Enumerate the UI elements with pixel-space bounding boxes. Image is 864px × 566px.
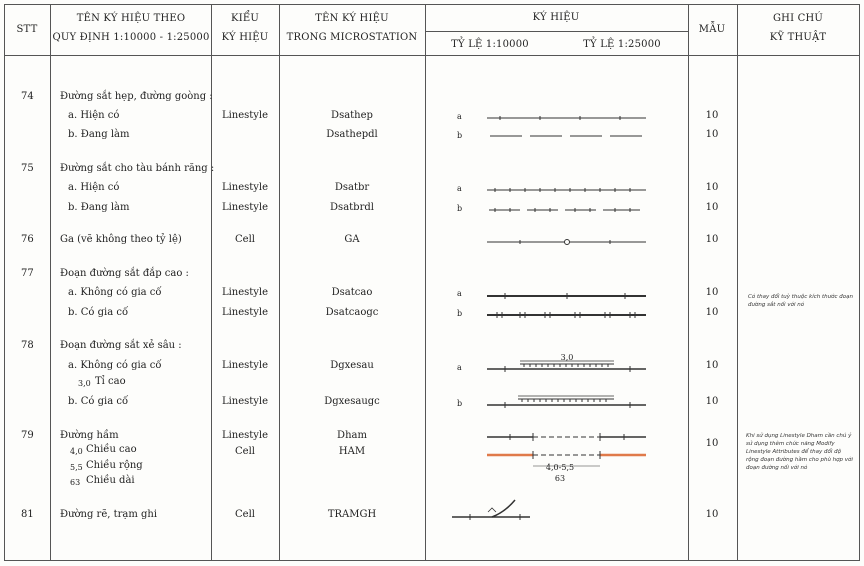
symbol-81-switch-cell (452, 500, 530, 520)
row-77a-ms: Dsatcao (331, 287, 373, 298)
row-75a-name: a. Hiện có (68, 182, 120, 193)
row-79-dim-bottom: 63 (554, 474, 566, 483)
row-75-stt: 75 (21, 163, 34, 174)
row-75-title: Đường sắt cho tàu bánh răng : (60, 163, 215, 174)
row-81-ms: TRAMGH (327, 509, 377, 520)
row-78b-ms: Dgxesaugc (324, 396, 380, 407)
row-78a-sub: Tỉ cao (95, 376, 126, 387)
row-79-type2: Cell (235, 446, 255, 457)
row-78b-name: b. Có gia cố (68, 396, 129, 407)
header-kieu-line1: KIỂU (231, 13, 259, 24)
row-77a-mau: 10 (705, 287, 719, 298)
row-77-stt: 77 (21, 268, 34, 279)
row-78-title: Đoạn đường sắt xẻ sâu : (60, 340, 182, 351)
row-75a-mark: a (457, 184, 462, 193)
row-76-stt: 76 (21, 234, 34, 245)
header-ty-le-10000: TỶ LỆ 1:10000 (451, 39, 529, 50)
row-77b-type: Linestyle (221, 307, 269, 318)
row-79-dim-top: 4,0-5,5 (545, 463, 575, 472)
row-79-line1: Chiều cao (86, 444, 137, 455)
header-ten-ky-hieu-line2: QUY ĐỊNH 1:10000 - 1:25000 (52, 32, 210, 43)
row-74a-mau: 10 (705, 110, 719, 121)
row-78a-type: Linestyle (221, 360, 269, 371)
row-75b-mark: b (457, 204, 463, 213)
row-76-mau: 10 (705, 234, 719, 245)
row-74b-ms: Dsathepdl (326, 129, 378, 140)
row-74a-type: Linestyle (221, 110, 269, 121)
row-77b-mau: 10 (705, 307, 719, 318)
row-75a-ms: Dsatbr (334, 182, 370, 193)
row-79-ms1: Dham (337, 430, 367, 441)
row-75b-name: b. Đang làm (68, 202, 130, 213)
row-78b-mau: 10 (705, 396, 719, 407)
row-74b-mau: 10 (705, 129, 719, 140)
row-76-title: Ga (vẽ không theo tỷ lệ) (60, 234, 182, 245)
symbol-79-tunnel-linestyle (487, 433, 646, 441)
row-76-type: Cell (235, 234, 255, 245)
row-75a-mau: 10 (705, 182, 719, 193)
row-75b-mau: 10 (705, 202, 719, 213)
row-75a-type: Linestyle (221, 182, 269, 193)
symbol-79-tunnel-cell (487, 451, 646, 466)
row-79-type1: Linestyle (221, 430, 269, 441)
row-78a-sub-num: 3,0 (78, 379, 91, 388)
row-74a-name: a. Hiện có (68, 110, 120, 121)
row-79-stt: 79 (21, 430, 34, 441)
row-75b-ms: Dsatbrdl (330, 202, 374, 213)
row-74a-ms: Dsathep (331, 110, 373, 121)
row-81-type: Cell (235, 509, 255, 520)
row-77-technical-note: Có thay đổi tuỳ thuộc kích thước đoạn đường sắt nối với nó (748, 294, 853, 308)
row-74-stt: 74 (21, 91, 34, 102)
header-ten-ky-hieu-line1: TÊN KÝ HIỆU THEO (76, 13, 186, 24)
row-79-line3: Chiều dài (86, 475, 135, 486)
row-74-title: Đường sắt hẹp, đường goòng : (60, 91, 213, 102)
symbol-77b-embankment-reinforced (487, 312, 646, 318)
symbol-78a-cutting (487, 361, 646, 372)
row-79-line2: Chiều rộng (86, 460, 143, 471)
row-78a-dimension: 3,0 (560, 353, 574, 362)
row-74a-mark: a (457, 112, 462, 121)
row-78-stt: 78 (21, 340, 34, 351)
row-78a-name: a. Không có gia cố (68, 360, 162, 371)
row-78a-mark: a (457, 363, 462, 372)
row-77a-name: a. Không có gia cố (68, 287, 162, 298)
header-ky-hieu: KÝ HIỆU (532, 12, 580, 23)
row-77b-mark: b (457, 309, 463, 318)
row-78a-mau: 10 (705, 360, 719, 371)
header-ten-ms-line1: TÊN KÝ HIỆU (315, 13, 389, 24)
row-76-ms: GA (344, 234, 360, 245)
row-77b-name: b. Có gia cố (68, 307, 129, 318)
symbol-76-station (487, 240, 646, 245)
header-ty-le-25000: TỶ LỆ 1:25000 (583, 39, 661, 50)
symbol-78b-cutting-reinforced (487, 396, 646, 408)
header-ghi-chu-line1: GHI CHÚ (772, 13, 824, 24)
row-81-title: Đường rẽ, trạm ghi (60, 509, 158, 520)
row-79-line2-num: 5,5 (70, 463, 83, 472)
row-78b-type: Linestyle (221, 396, 269, 407)
row-79-mau: 10 (705, 438, 719, 449)
header-ghi-chu-line2: KỸ THUẬT (769, 32, 827, 43)
header-mau: MẪU (698, 24, 726, 35)
row-78a-ms: Dgxesau (330, 360, 374, 371)
row-77-title: Đoạn đường sắt đắp cao : (60, 268, 189, 279)
row-78b-mark: b (457, 399, 463, 408)
header-ten-ms-line2: TRONG MICROSTATION (286, 32, 418, 43)
row-77a-mark: a (457, 289, 462, 298)
row-79-ms2: HAM (338, 446, 366, 457)
header-stt: STT (16, 24, 38, 35)
row-79-technical-note: Khi sử dụng Linestyle Dham cần chú ý sử dụng thêm chức năng Modify Linestyle Attributes để thay đổi độ rộng đoạn đường hầm cho phù hợp với đoạn đường nối với nó (746, 433, 853, 471)
row-77a-type: Linestyle (221, 287, 269, 298)
row-79-line3-num: 63 (70, 478, 81, 487)
row-81-mau: 10 (705, 509, 719, 520)
symbol-77a-embankment (487, 293, 646, 299)
row-77b-ms: Dsatcaogc (325, 307, 379, 318)
row-79-title: Đường hầm (60, 430, 119, 441)
symbol-75a-rack-railway (487, 188, 646, 192)
symbol-75b-rack-dashed (489, 208, 640, 212)
row-81-stt: 81 (21, 509, 34, 520)
symbol-74a-railway-line (487, 116, 646, 120)
row-74b-mark: b (457, 131, 463, 140)
row-75b-type: Linestyle (221, 202, 269, 213)
header-kieu-line2: KÝ HIỆU (221, 32, 269, 43)
row-79-line1-num: 4,0 (70, 447, 83, 456)
row-74b-name: b. Đang làm (68, 129, 130, 140)
